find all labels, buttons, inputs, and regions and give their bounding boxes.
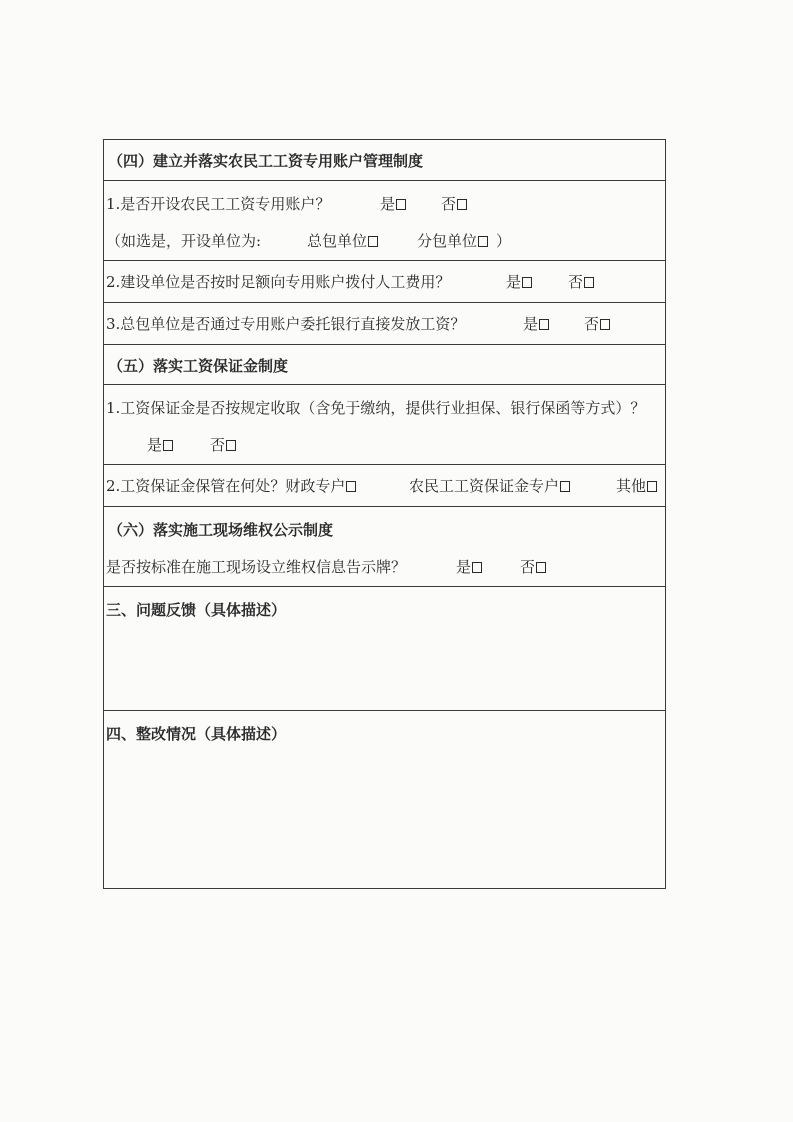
section5-title: （五）落实工资保证金制度 <box>108 357 289 375</box>
section4-q1-row <box>104 180 665 261</box>
section4-q2-text: 2.建设单位是否按时足额向专用账户拨付人工费用？ <box>106 273 451 291</box>
section4-header <box>104 140 665 180</box>
section5-q1-yes[interactable] <box>147 436 173 454</box>
subcontractor-label: 分包单位 <box>417 232 478 250</box>
checkbox-icon[interactable] <box>368 236 378 247</box>
section4-q3-row <box>104 302 665 345</box>
yes-label: 是 <box>506 273 522 291</box>
checkbox-icon[interactable] <box>163 440 173 451</box>
section6-q1-no[interactable] <box>520 558 546 576</box>
section5-header <box>104 344 665 385</box>
section6-q1-text: 是否按标准在施工现场设立维权信息告示牌？ <box>106 558 407 576</box>
checkbox-icon[interactable] <box>457 199 467 210</box>
feedback-title: 三、问题反馈（具体描述） <box>106 601 287 619</box>
section4-q2-row <box>104 260 665 303</box>
section5-q2-other-option[interactable] <box>616 477 657 495</box>
feedback-input-area[interactable] <box>104 627 665 711</box>
section5-q2-wage-account-option[interactable] <box>409 477 570 495</box>
no-label: 否 <box>568 273 584 291</box>
wage-account-label: 农民工工资保证金专户 <box>409 477 560 495</box>
section5-q1-no[interactable] <box>210 436 236 454</box>
section5-q1-row <box>104 384 665 465</box>
inspection-form <box>103 139 666 889</box>
checkbox-icon[interactable] <box>396 199 406 210</box>
checkbox-icon[interactable] <box>539 319 549 330</box>
section5-q1-text: 1.工资保证金是否按规定收取（含免于缴纳，提供行业担保、银行保函等方式）？ <box>106 399 646 417</box>
section4-q1-no[interactable] <box>441 195 467 213</box>
checkbox-icon[interactable] <box>522 277 532 288</box>
checkbox-icon[interactable] <box>226 440 236 451</box>
section6-title: （六）落实施工现场维权公示制度 <box>108 521 334 539</box>
rectification-title: 四、整改情况（具体描述） <box>106 725 287 743</box>
section5-q2-text: 2.工资保证金保管在何处？财政专户 <box>106 477 346 495</box>
rectification-input-area[interactable] <box>104 751 665 888</box>
section6-row <box>104 506 665 587</box>
checkbox-icon[interactable] <box>600 319 610 330</box>
checkbox-icon[interactable] <box>560 481 570 492</box>
yes-label: 是 <box>456 558 472 576</box>
section4-q1-close: ） <box>496 232 512 250</box>
section4-q1-text: 1.是否开设农民工工资专用账户？ <box>106 195 331 213</box>
no-label: 否 <box>210 436 226 454</box>
checkbox-icon[interactable] <box>472 562 482 573</box>
section4-q2-no[interactable] <box>568 273 594 291</box>
general-contractor-label: 总包单位 <box>307 232 368 250</box>
checkbox-icon[interactable] <box>584 277 594 288</box>
rectification-row <box>104 710 665 888</box>
section4-q1-yes[interactable] <box>380 195 406 213</box>
feedback-row <box>104 586 665 711</box>
subcontractor-option[interactable] <box>417 232 488 250</box>
section6-q1-yes[interactable] <box>456 558 482 576</box>
no-label: 否 <box>584 315 600 333</box>
no-label: 否 <box>520 558 536 576</box>
section5-q2-row <box>104 464 665 507</box>
section4-title: （四）建立并落实农民工工资专用账户管理制度 <box>108 152 424 170</box>
checkbox-icon[interactable] <box>478 236 488 247</box>
section4-q3-yes[interactable] <box>523 315 549 333</box>
section4-q3-no[interactable] <box>584 315 610 333</box>
section4-q3-text: 3.总包单位是否通过专用账户委托银行直接发放工资？ <box>106 315 466 333</box>
other-label: 其他 <box>616 477 647 495</box>
checkbox-icon[interactable] <box>536 562 546 573</box>
yes-label: 是 <box>380 195 396 213</box>
section4-q2-yes[interactable] <box>506 273 532 291</box>
yes-label: 是 <box>147 436 163 454</box>
checkbox-icon[interactable] <box>346 481 356 492</box>
section4-q1-note: （如选是，开设单位为: <box>106 232 262 250</box>
section5-q2-fiscal-option[interactable] <box>106 477 356 495</box>
yes-label: 是 <box>523 315 539 333</box>
general-contractor-option[interactable] <box>307 232 378 250</box>
checkbox-icon[interactable] <box>647 481 657 492</box>
no-label: 否 <box>441 195 457 213</box>
